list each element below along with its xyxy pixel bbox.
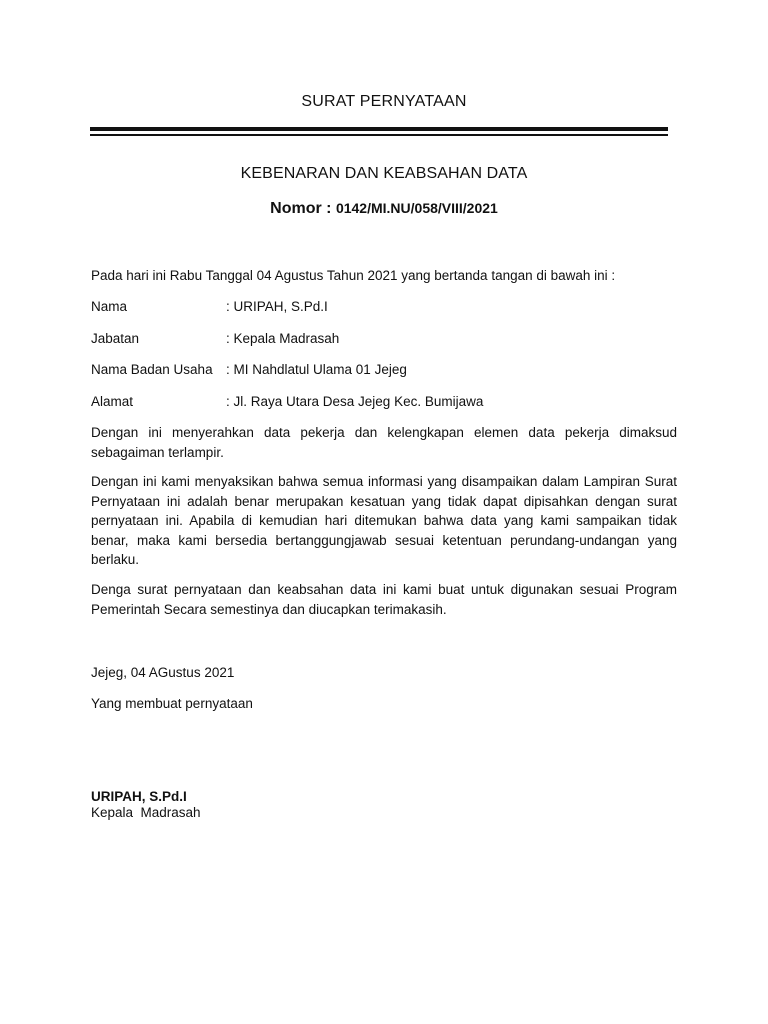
- signer-title: Kepala Madrasah: [91, 805, 201, 820]
- intro-text: Pada hari ini Rabu Tanggal 04 Agustus Tahun 2021 yang bertanda tangan di bawah ini :: [91, 268, 616, 283]
- paragraph-2: Dengan ini kami menyaksikan bahwa semua informasi yang disampaikan dalam Lampiran Surat Pernyataan ini adalah benar merupakan kesatuan yang tidak dapat dipisahkan dengan surat pernyataan ini. Apabila di kemudian hari ditemukan bahwa data yang kami sampaikan tidak benar, maka kami bersedia bertanggungjawab sesuai ketentuan perundang-undangan yang berlaku.: [91, 474, 677, 567]
- header-rule-thick: [90, 127, 668, 131]
- signer-name: URIPAH, S.Pd.I: [91, 789, 187, 804]
- header-rule-thin: [90, 134, 668, 136]
- document-number-label: Nomor :: [270, 200, 336, 217]
- document-number: [0, 200, 768, 218]
- paragraph-1: Dengan ini menyerahkan data pekerja dan kelengkapan elemen data pekerja dimaksud sebagaiman terlampir.: [91, 425, 677, 460]
- signer-caption: Yang membuat pernyataan: [91, 696, 253, 711]
- field-nama-badan-usaha: [91, 360, 681, 380]
- field-label: Alamat: [91, 394, 134, 409]
- document-title: SURAT PERNYATAAN: [301, 93, 467, 110]
- document-subtitle: KEBENARAN DAN KEABSAHAN DATA: [240, 165, 528, 182]
- field-alamat: [91, 392, 681, 412]
- field-value: : MI Nahdlatul Ulama 01 Jejeg: [226, 362, 407, 377]
- field-jabatan: [91, 329, 681, 349]
- field-value: : Jl. Raya Utara Desa Jejeg Kec. Bumijawa: [226, 394, 484, 409]
- paragraph-3: Denga surat pernyataan dan keabsahan data ini kami buat untuk digunakan sesuai Program Pemerintah Secara semestinya dan diucapkan terimakasih.: [91, 582, 677, 617]
- place-date: Jejeg, 04 AGustus 2021: [91, 665, 235, 680]
- document-number-value: 0142/MI.NU/058/VIII/2021: [335, 200, 498, 216]
- field-label: Nama: [91, 299, 128, 314]
- field-value: : Kepala Madrasah: [226, 331, 340, 346]
- field-label: Jabatan: [91, 331, 140, 346]
- field-label: Nama Badan Usaha: [91, 362, 213, 377]
- field-value: : URIPAH, S.Pd.I: [226, 299, 328, 314]
- field-nama: [91, 297, 681, 317]
